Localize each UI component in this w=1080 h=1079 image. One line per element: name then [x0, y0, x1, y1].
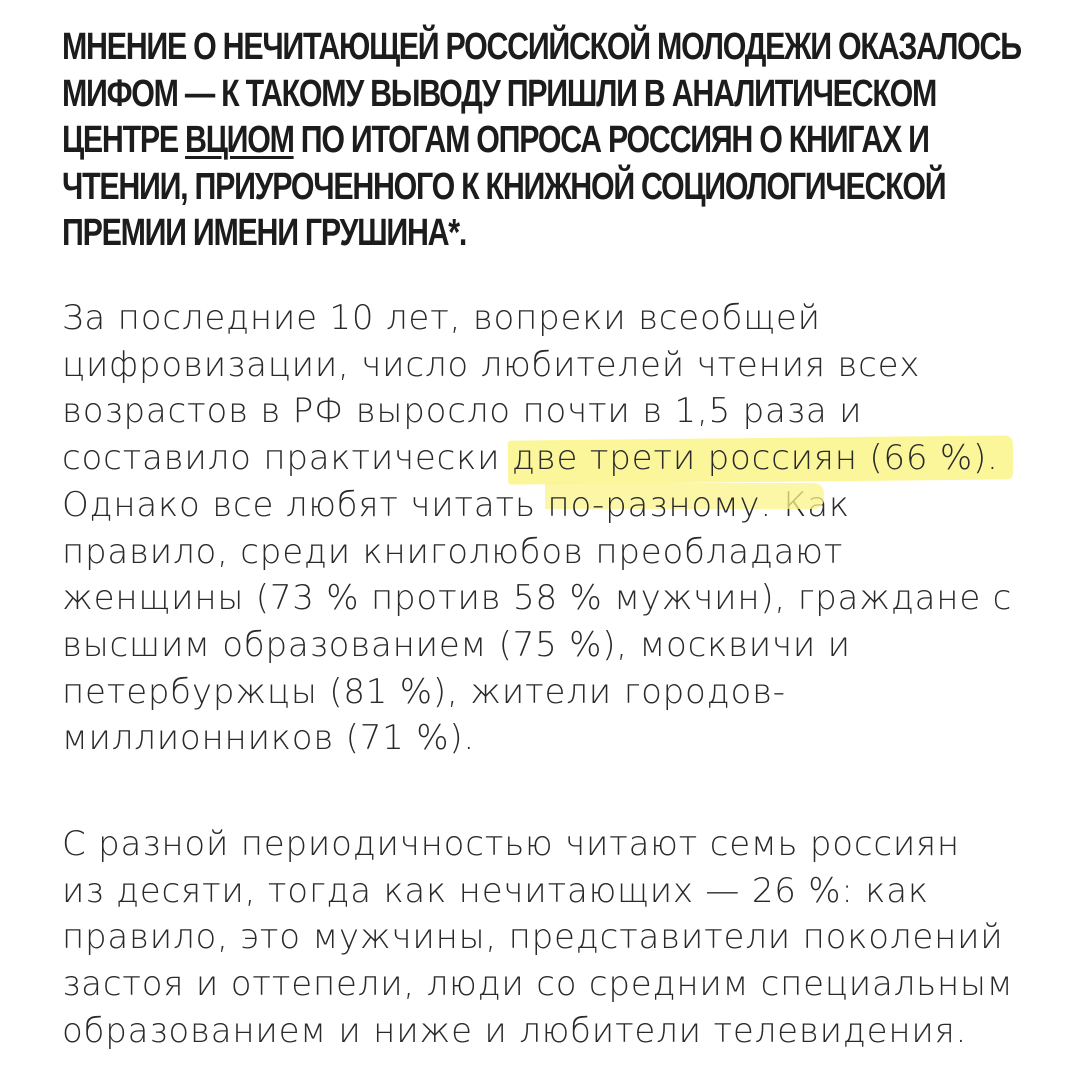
paragraph-line: цифровизации, число любителей чтения всех	[62, 344, 921, 385]
headline-line	[62, 71, 1022, 118]
highlighted-text-tail: по-разному	[547, 484, 761, 525]
paragraph-line	[62, 435, 1052, 482]
headline-line: МНЕНИЕ О НЕЧИТАЮЩЕЙ РОССИЙСКОЙ МОЛОДЕЖИ ОКАЗАЛОСЬ	[62, 26, 1021, 68]
paragraph-line: правило, это мужчины, представители поколений	[62, 917, 1004, 958]
paragraph-text: Однако все любят читать	[62, 484, 548, 525]
paragraph-text: . Как	[760, 484, 850, 525]
paragraph-line: образованием и ниже и любители телевидения.	[62, 1010, 968, 1051]
paragraph-line: петербуржцы (81 %), жители городов-	[62, 671, 786, 712]
headline-line	[62, 117, 1022, 164]
paragraph-line: За последние 10 лет, вопреки всеобщей	[62, 298, 821, 338]
paragraph-non-readers	[62, 821, 1052, 1055]
paragraph-reading-stats	[62, 295, 1052, 762]
headline-text: МИФОМ — К ТАКОМУ ВЫВОДУ ПРИШЛИ В АНАЛИТИЧЕСКОМ	[62, 72, 937, 115]
paragraph-line: высшим образованием (75 %), москвичи и	[62, 624, 851, 665]
paragraph-line: из десяти, тогда как нечитающих — 26 %: как	[62, 870, 929, 911]
paragraph-line: миллионников (71 %).	[62, 718, 475, 759]
paragraph-line: женщины (73 % против 58 % мужчин), граждане с	[62, 578, 1013, 619]
paragraph-line: С разной периодичностью читают семь россиян	[62, 824, 960, 864]
headline	[62, 24, 1022, 257]
highlighted-text: две трети россиян (66 %).	[511, 438, 999, 479]
headline-line: ЧТЕНИИ, ПРИУРОЧЕННОГО К КНИЖНОЙ СОЦИОЛОГИЧЕСКОЙ	[62, 165, 946, 208]
headline-text: ПО ИТОГАМ ОПРОСА РОССИЯН О КНИГАХ И	[293, 119, 929, 161]
paragraph-line: правило, среди книголюбов преобладают	[62, 531, 844, 572]
vciom-link[interactable]: ВЦИОМ	[185, 119, 294, 161]
headline-text: ЦЕНТРЕ	[62, 119, 186, 161]
paragraph-text: составило практически	[62, 438, 512, 479]
headline-line: ПРЕМИИ ИМЕНИ ГРУШИНА*.	[62, 212, 467, 254]
paragraph-line	[62, 482, 1052, 529]
paragraph-line: возрастов в РФ выросло почти в 1,5 раза и	[62, 391, 863, 432]
paragraph-line: застоя и оттепели, люди со средним специальным	[62, 964, 1014, 1005]
